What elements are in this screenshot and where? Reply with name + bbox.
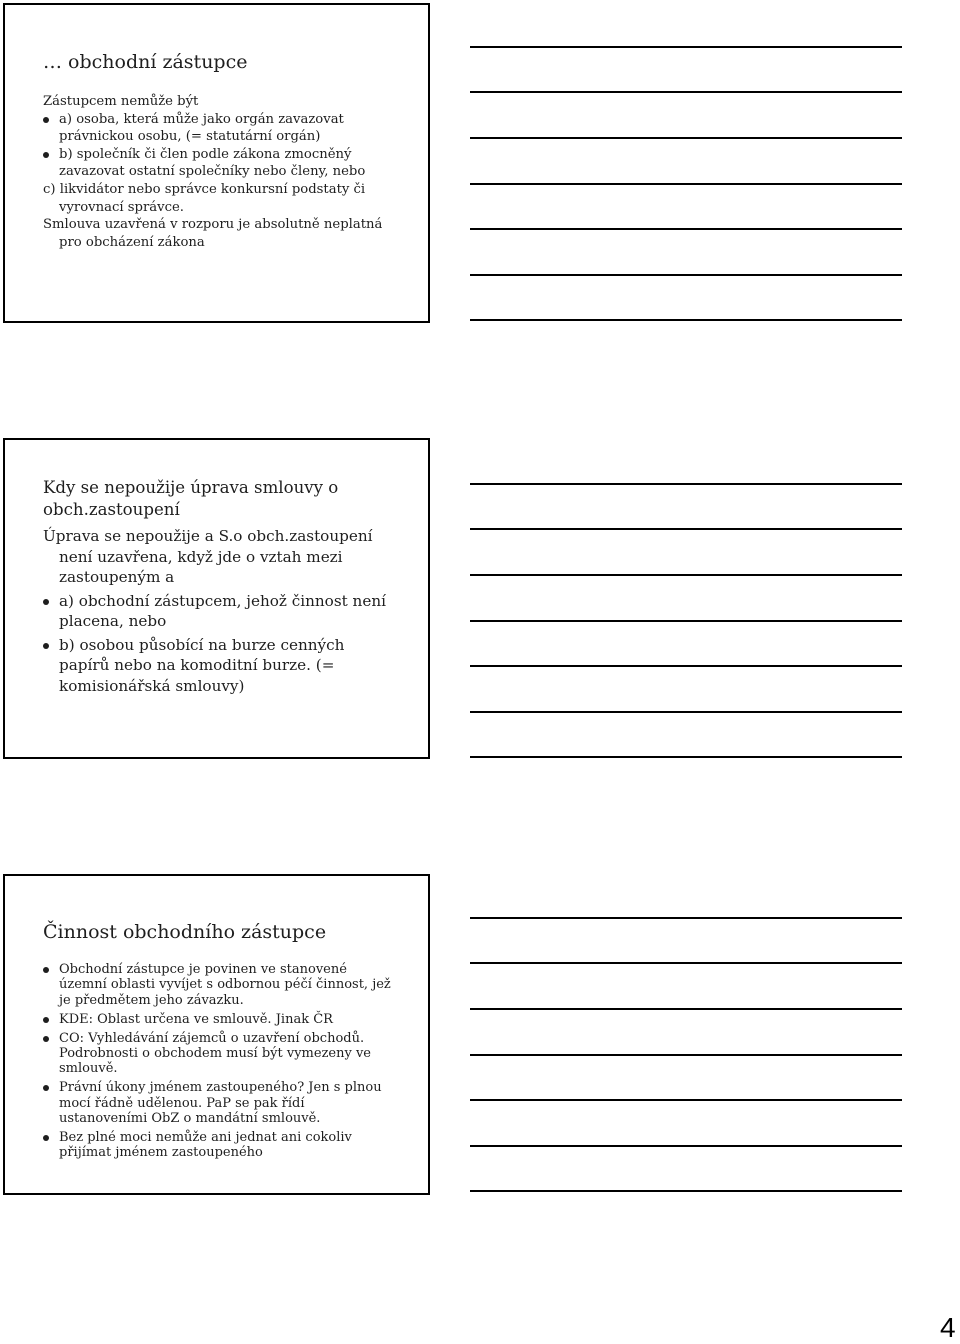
slide-3-bullet-3: CO: Vyhledávání zájemců o uzavření obchodů. Podrobnosti o obchodem musí být vymezeny ve smlouvě. — [43, 1031, 422, 1077]
slide-3 — [3, 874, 430, 1195]
note-line — [470, 756, 902, 758]
slide-3-body — [43, 962, 422, 1164]
note-line — [470, 1008, 902, 1010]
bullet-dot-icon — [43, 1036, 49, 1042]
note-line — [470, 1099, 902, 1101]
slide-3-bullet-4: Právní úkony jménem zastoupeného? Jen s plnou mocí řádně udělenou. PaP se pak řídí ustanoveními ObZ o mandátní smlouvě. — [43, 1080, 422, 1126]
bullet-dot-icon — [43, 152, 49, 158]
page-number: 4 — [940, 1312, 956, 1343]
note-line — [470, 137, 902, 139]
slide-1 — [3, 3, 430, 323]
note-line — [470, 1054, 902, 1056]
slide-2-title: Kdy se nepoužije úprava smlouvy o obch.zastoupení — [43, 478, 339, 519]
slide-3-title: Činnost obchodního zástupce — [43, 921, 327, 943]
slide-3-bullet-5: Bez plné moci nemůže ani jednat ani cokoliv přijímat jménem zastoupeného — [43, 1130, 422, 1161]
note-line — [470, 711, 902, 713]
note-line — [470, 483, 902, 485]
slide-2-bullet-a: a) obchodní zástupcem, jehož činnost není placena, nebo — [43, 591, 422, 632]
note-line — [470, 228, 902, 230]
note-line — [470, 917, 902, 919]
bullet-dot-icon — [43, 967, 49, 973]
slide-2 — [3, 438, 430, 759]
note-line — [470, 620, 902, 622]
slide-2-tail: komisionářská smlouvy) — [59, 676, 245, 695]
bullet-dot-icon — [43, 1135, 49, 1141]
slide-1-title: … obchodní zástupce — [43, 51, 248, 73]
bullet-dot-icon — [43, 1017, 49, 1023]
note-line — [470, 574, 902, 576]
slide-3-bullet-2: KDE: Oblast určena ve smlouvě. Jinak ČR — [43, 1012, 422, 1027]
slide-1-item-c: c) likvidátor nebo správce konkursní podstaty či — [43, 181, 366, 197]
slide-1-bullet-b: b) společník či člen podle zákona zmocněný zavazovat ostatní společníky nebo členy, nebo — [43, 146, 422, 181]
slide-1-body: Zástupcem nemůže být a) osoba, která může jako orgán zavazovat právnickou osobu, (= statutární orgán) b) společník či člen podle zákona zmocněný zavazovat ostatní společníky nebo členy, nebo c) likvidátor nebo správce konkursní podstaty či vyrovnací správce. Smlouva uzavřená v rozporu je absolutně neplatná pro obcházení zákona — [43, 93, 422, 251]
slide-3-bullet-1: Obchodní zástupce je povinen ve stanovené územní oblasti vyvíjet s odbornou péčí činnost, jež je předmětem jeho závazku. — [43, 962, 422, 1008]
note-line — [470, 91, 902, 93]
bullet-dot-icon — [43, 643, 49, 649]
note-line — [470, 183, 902, 185]
slide-1-bullet-a: a) osoba, která může jako orgán zavazovat právnickou osobu, (= statutární orgán) — [43, 111, 422, 146]
slide-1-closing: Smlouva uzavřená v rozporu je absolutně neplatná — [43, 217, 383, 233]
bullet-dot-icon — [43, 1085, 49, 1091]
bullet-dot-icon — [43, 117, 49, 123]
note-line — [470, 665, 902, 667]
note-line — [470, 1145, 902, 1147]
note-line — [470, 962, 902, 964]
bullet-dot-icon — [43, 599, 49, 605]
note-line — [470, 1190, 902, 1192]
note-line — [470, 319, 902, 321]
note-line — [470, 274, 902, 276]
note-line — [470, 46, 902, 48]
note-line — [470, 528, 902, 530]
slide-2-body: Úprava se nepoužije a S.o obch.zastoupení není uzavřena, když jde o vztah mezi zastoupeným a a) obchodní zástupcem, jehož činnost není placena, nebo b) osobou působící na burze cenných papírů nebo na komoditní burze. (= komisionářská smlouvy) — [43, 526, 422, 696]
slide-2-bullet-b: b) osobou působící na burze cenných papírů nebo na komoditní burze. (= — [43, 635, 422, 676]
slide-1-lead: Zástupcem nemůže být — [43, 94, 199, 109]
